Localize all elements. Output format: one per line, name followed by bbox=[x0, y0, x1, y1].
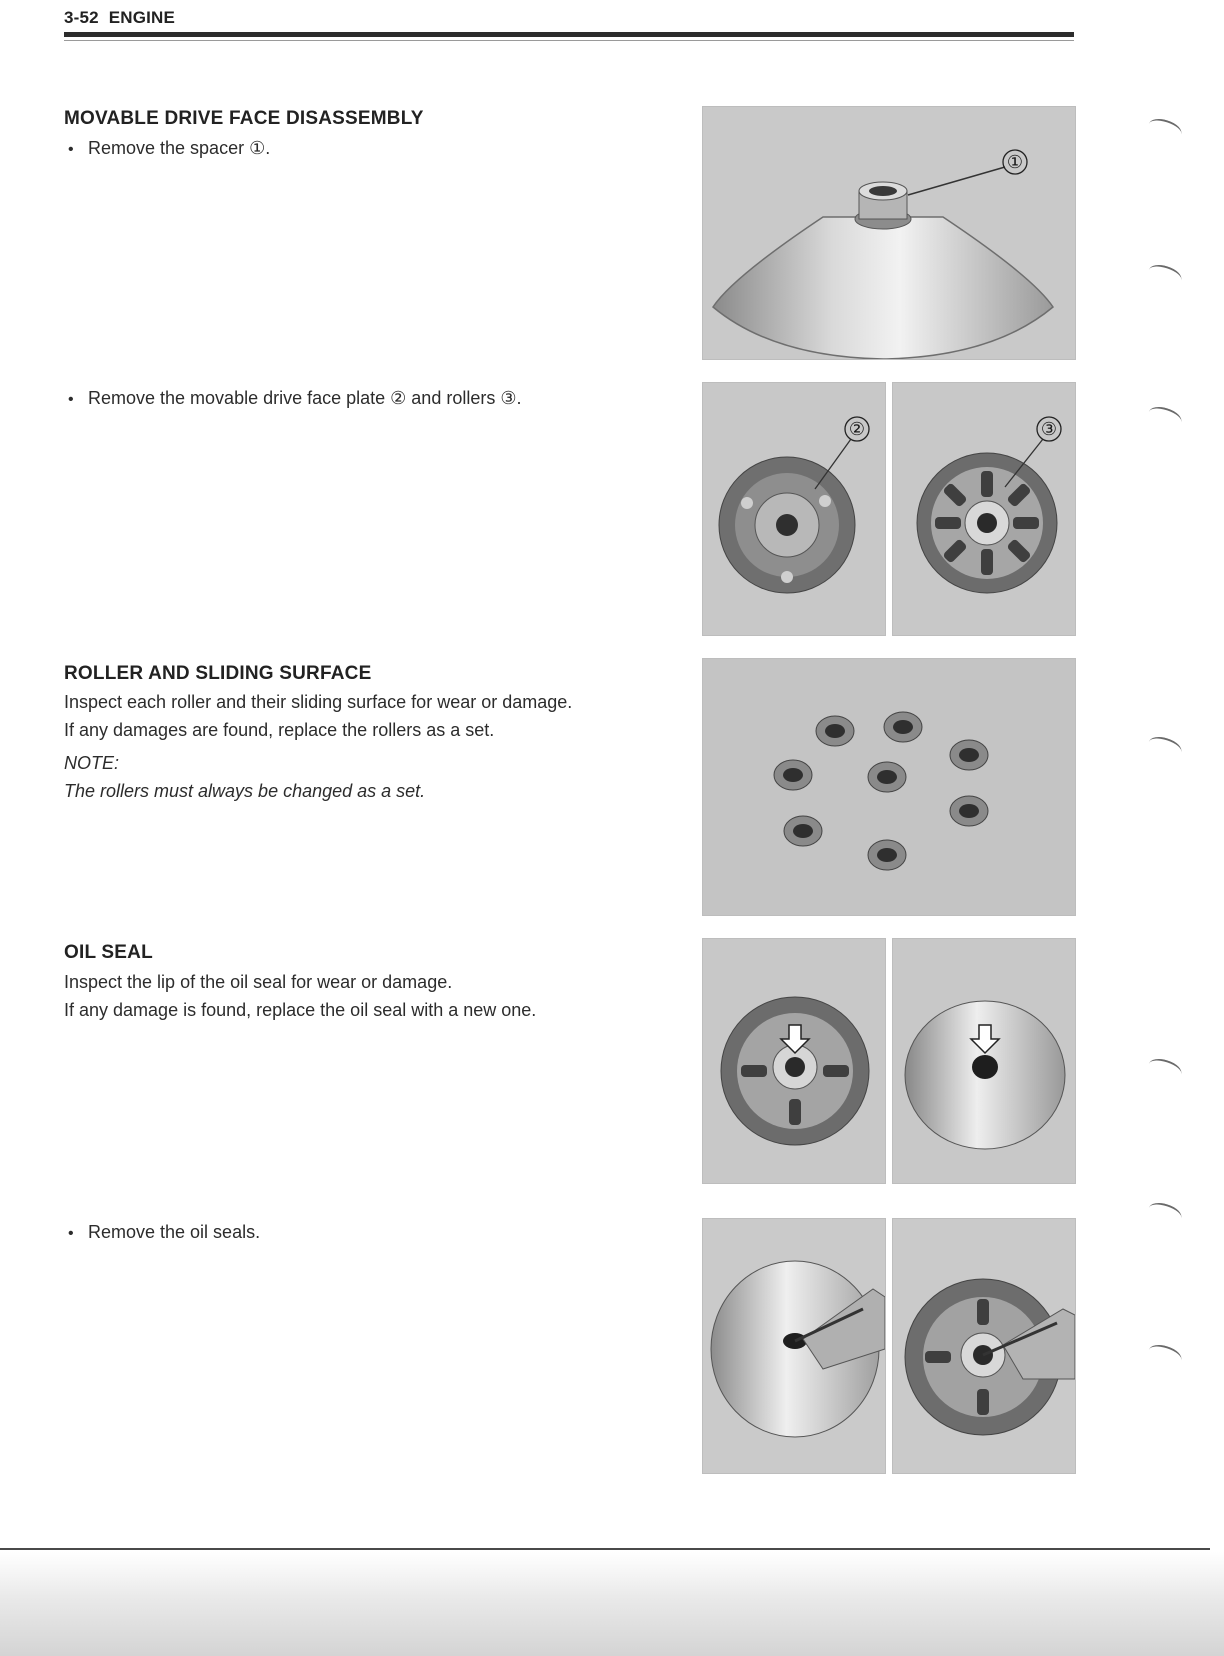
roller-inspect-text: Inspect each roller and their sliding surface for wear or damage. bbox=[64, 692, 573, 712]
remove-seal-cone-illustration bbox=[703, 1219, 885, 1473]
seal-face-bore bbox=[785, 1057, 805, 1077]
binding-mark bbox=[1146, 1199, 1184, 1227]
spacer-bore bbox=[869, 186, 897, 196]
oil-seal-inspect-text: Inspect the lip of the oil seal for wear or damage. bbox=[64, 972, 453, 992]
note-text: The rollers must always be changed as a set. bbox=[64, 781, 426, 801]
photo-rollers bbox=[892, 382, 1076, 636]
oil-seal-heading: OIL SEAL bbox=[64, 942, 153, 963]
photo-oil-seal-face bbox=[702, 938, 886, 1184]
remove-seal-face-illustration bbox=[893, 1219, 1075, 1473]
binding-mark bbox=[1146, 115, 1184, 143]
drive-face-heading: MOVABLE DRIVE FACE DISASSEMBLY bbox=[64, 108, 424, 129]
binding-mark bbox=[1146, 261, 1184, 289]
photo-loose-rollers bbox=[702, 658, 1076, 916]
roller-heading: ROLLER AND SLIDING SURFACE bbox=[64, 663, 372, 684]
rollers-illustration bbox=[893, 383, 1075, 635]
callout-2: ② bbox=[848, 419, 866, 440]
oil-seal-face-illustration bbox=[703, 939, 885, 1183]
step-remove-spacer-text: Remove the spacer ①. bbox=[88, 138, 271, 158]
photo-drive-face-plate bbox=[702, 382, 886, 636]
header-rule-thin bbox=[64, 40, 1074, 41]
binding-mark bbox=[1146, 1341, 1184, 1369]
photo-remove-seal-face bbox=[892, 1218, 1076, 1474]
step-remove-plate-rollers-text: Remove the movable drive face plate ② and rollers ③. bbox=[88, 388, 522, 408]
oil-seal-replace-text: If any damage is found, replace the oil seal with a new one. bbox=[64, 1000, 537, 1020]
note-label: NOTE: bbox=[64, 753, 120, 773]
plate-bore bbox=[776, 514, 798, 536]
binding-mark bbox=[1146, 733, 1184, 761]
photo-oil-seal-cone bbox=[892, 938, 1076, 1184]
page-header bbox=[64, 8, 175, 28]
oil-seal-cone-illustration bbox=[893, 939, 1075, 1183]
footer-rule bbox=[0, 1548, 1210, 1550]
loose-rollers-illustration bbox=[703, 659, 1075, 915]
page-number: 3-52 bbox=[64, 8, 99, 27]
step-remove-oil-seals bbox=[68, 1218, 260, 1248]
callout-3: ③ bbox=[1040, 419, 1058, 440]
roller-replace-text: If any damages are found, replace the rollers as a set. bbox=[64, 720, 495, 740]
photo-remove-seal-cone bbox=[702, 1218, 886, 1474]
drive-face-plate-illustration bbox=[703, 383, 885, 635]
cone-bore bbox=[972, 1055, 998, 1079]
callout-1: ① bbox=[1006, 152, 1024, 173]
step-remove-oil-seals-text: Remove the oil seals. bbox=[88, 1222, 261, 1242]
drive-face-spacer-illustration bbox=[703, 107, 1075, 359]
chapter-title: ENGINE bbox=[108, 8, 176, 27]
binding-mark bbox=[1146, 403, 1184, 431]
step-remove-plate-rollers bbox=[68, 384, 521, 414]
page-edge-shadow bbox=[0, 1552, 1224, 1656]
step-remove-spacer bbox=[68, 134, 270, 164]
photo-spacer bbox=[702, 106, 1076, 360]
face-bore bbox=[977, 513, 997, 533]
binding-mark bbox=[1146, 1055, 1184, 1083]
header-rule bbox=[64, 32, 1074, 37]
